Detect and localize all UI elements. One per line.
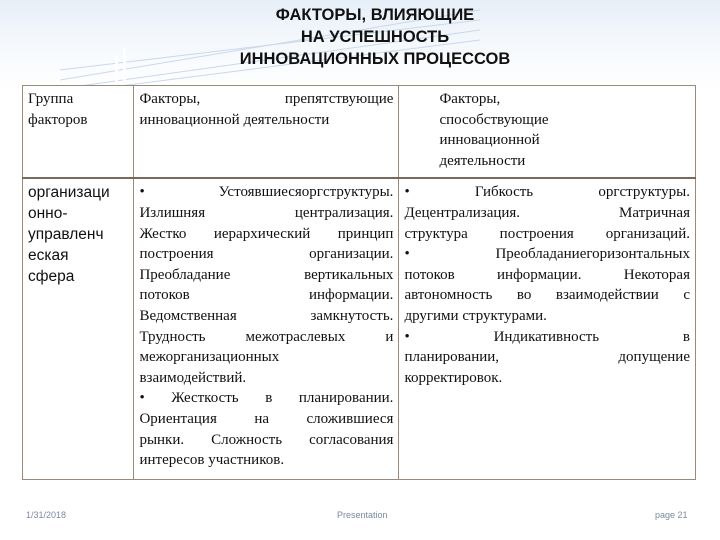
- group-cell: организаци онно- управленч еская сфера: [23, 178, 134, 479]
- obstacles-cell: • Устоявшиесяоргструктуры. Излишняя централизация. Жестко иерархический принцип построения организации. Преобладание вертикальных потоков информации. Ведомственная замкнутость. Трудность межотраслевых и межорганизационных взаимодействий. • Жесткость в планировании. Ориентация на сложившиеся рынки. Сложность согласования интересов участников.: [134, 178, 399, 479]
- footer-date: 1/31/2018: [26, 510, 67, 520]
- table-row: [23, 178, 696, 479]
- title-line-3: ИННОВАЦИОННЫХ ПРОЦЕССОВ: [239, 50, 511, 68]
- title-line-1: ФАКТОРЫ, ВЛИЯЮЩИЕ: [275, 6, 475, 24]
- title-line-2: НА УСПЕШНОСТЬ: [300, 28, 450, 46]
- footer-page-number: page 21: [655, 510, 688, 520]
- slide-title: [200, 4, 550, 70]
- enablers-cell: • Гибкость оргструктуры. Децентрализация. Матричная структура построения организаций. • Преобладаниегоризонтальных потоков информации. Некоторая автономность во взаимодействии с другими структурами. • Индикативность в планировании, допущение корректировок.: [399, 178, 696, 479]
- header-group: Группа факторов: [23, 86, 134, 179]
- header-enablers: Факторы, способствующие инновационной деятельности: [399, 86, 696, 179]
- footer-presentation: Presentation: [337, 510, 388, 520]
- table-header-row: [23, 86, 696, 179]
- factors-table: [22, 85, 696, 480]
- header-obstacles: Факторы, препятствующие инновационной деятельности: [134, 86, 399, 179]
